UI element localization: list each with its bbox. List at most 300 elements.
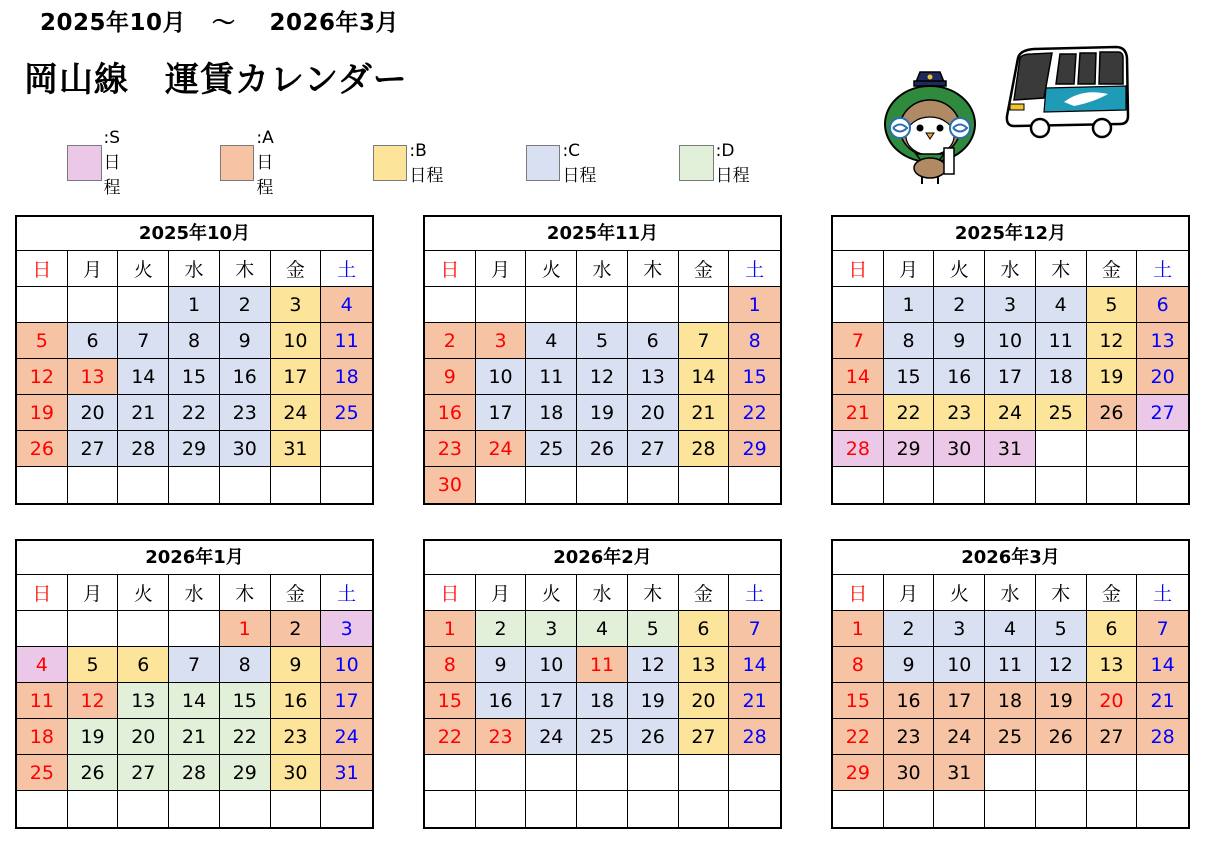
calendar-empty-cell: [271, 791, 322, 827]
calendar-empty-cell: [729, 755, 780, 791]
weekday-header: 木: [1036, 575, 1087, 611]
calendar-day: 22: [884, 395, 935, 431]
weekday-header: 月: [476, 575, 527, 611]
calendar-day: 30: [934, 431, 985, 467]
calendar-empty-cell: [628, 467, 679, 503]
calendar-day: 18: [577, 683, 628, 719]
calendar-empty-cell: [526, 791, 577, 827]
calendar-empty-cell: [985, 755, 1036, 791]
calendar-day: 10: [476, 359, 527, 395]
calendar-empty-cell: [1137, 467, 1188, 503]
weekday-header: 水: [985, 575, 1036, 611]
calendar-day: 24: [476, 431, 527, 467]
calendar-day: 1: [884, 287, 935, 323]
calendar-empty-cell: [17, 791, 68, 827]
calendar-empty-cell: [679, 791, 730, 827]
calendar-empty-cell: [526, 287, 577, 323]
calendar-day: 28: [118, 431, 169, 467]
calendar-day: 21: [729, 683, 780, 719]
calendar-day: 17: [985, 359, 1036, 395]
period-separator: ～: [212, 10, 236, 36]
calendar-day: 2: [271, 611, 322, 647]
calendar-day: 14: [729, 647, 780, 683]
calendar-empty-cell: [476, 467, 527, 503]
weekday-header: 金: [271, 251, 322, 287]
calendar-day: 22: [729, 395, 780, 431]
calendar-day: 5: [17, 323, 68, 359]
calendar-day: 11: [526, 359, 577, 395]
weekday-header: 水: [577, 251, 628, 287]
calendar-empty-cell: [1036, 467, 1087, 503]
calendar-day: 16: [934, 359, 985, 395]
calendar-day: 18: [321, 359, 372, 395]
legend-item-s: [67, 128, 137, 198]
legend-item-d: [679, 140, 751, 186]
calendar-day: 4: [1036, 287, 1087, 323]
calendar-2025-12: [831, 215, 1190, 505]
calendar-day: 15: [425, 683, 476, 719]
calendar-empty-cell: [729, 791, 780, 827]
period-start: 2025年10月: [40, 10, 187, 36]
calendar-day: 15: [729, 359, 780, 395]
calendar-empty-cell: [68, 791, 119, 827]
weekday-header: 月: [884, 575, 935, 611]
weekday-header: 日: [425, 575, 476, 611]
calendar-day: 27: [1087, 719, 1138, 755]
calendar-grid: [425, 575, 780, 827]
calendar-grid: [17, 251, 372, 503]
calendar-empty-cell: [577, 287, 628, 323]
calendar-day: 13: [1137, 323, 1188, 359]
calendar-empty-cell: [17, 611, 68, 647]
calendar-day: 31: [271, 431, 322, 467]
calendar-day: 7: [1137, 611, 1188, 647]
calendar-empty-cell: [1036, 755, 1087, 791]
calendar-day: 23: [476, 719, 527, 755]
calendar-day: 27: [118, 755, 169, 791]
weekday-header: 土: [729, 251, 780, 287]
weekday-header: 月: [68, 575, 119, 611]
legend-swatch-c: [526, 145, 560, 181]
calendar-2025-11: [423, 215, 782, 505]
weekday-header: 日: [17, 251, 68, 287]
weekday-header: 木: [220, 575, 271, 611]
legend-label-c: :C日程: [562, 140, 597, 186]
calendar-day: 17: [934, 683, 985, 719]
calendar-day: 14: [118, 359, 169, 395]
calendar-empty-cell: [169, 611, 220, 647]
calendar-empty-cell: [68, 467, 119, 503]
calendar-empty-cell: [321, 467, 372, 503]
calendar-day: 3: [934, 611, 985, 647]
calendar-day: 15: [169, 359, 220, 395]
calendar-day: 25: [985, 719, 1036, 755]
calendar-month-title: 2025年12月: [833, 217, 1188, 251]
weekday-header: 火: [526, 251, 577, 287]
calendar-day: 29: [169, 431, 220, 467]
calendar-day: 23: [271, 719, 322, 755]
calendar-empty-cell: [628, 791, 679, 827]
weekday-header: 土: [321, 575, 372, 611]
legend-swatch-d: [679, 145, 714, 181]
calendar-day: 15: [884, 359, 935, 395]
calendar-day: 20: [118, 719, 169, 755]
weekday-header: 水: [169, 251, 220, 287]
calendar-day: 23: [934, 395, 985, 431]
calendar-day: 22: [220, 719, 271, 755]
calendar-day: 29: [729, 431, 780, 467]
calendar-empty-cell: [577, 755, 628, 791]
calendar-empty-cell: [1036, 431, 1087, 467]
calendar-day: 27: [68, 431, 119, 467]
calendar-2026-02: [423, 539, 782, 829]
route-name: 岡山線: [24, 60, 129, 100]
calendar-day: 30: [271, 755, 322, 791]
calendar-day: 4: [526, 323, 577, 359]
calendar-empty-cell: [1036, 791, 1087, 827]
legend-label-a: :A日程: [256, 128, 274, 198]
calendar-day: 30: [425, 467, 476, 503]
calendar-day: 9: [425, 359, 476, 395]
period-end: 2026年3月: [269, 10, 400, 36]
calendar-empty-cell: [476, 755, 527, 791]
calendar-day: 8: [729, 323, 780, 359]
calendar-day: 6: [1137, 287, 1188, 323]
calendar-day: 11: [1036, 323, 1087, 359]
calendar-day: 5: [628, 611, 679, 647]
calendar-day: 17: [321, 683, 372, 719]
calendar-day: 9: [476, 647, 527, 683]
calendar-day: 4: [17, 647, 68, 683]
calendar-day: 10: [985, 323, 1036, 359]
calendar-day: 12: [68, 683, 119, 719]
calendar-day: 4: [321, 287, 372, 323]
calendar-empty-cell: [68, 611, 119, 647]
calendar-day: 5: [1087, 287, 1138, 323]
weekday-header: 金: [271, 575, 322, 611]
calendar-day: 21: [118, 395, 169, 431]
calendar-empty-cell: [628, 755, 679, 791]
calendar-empty-cell: [833, 467, 884, 503]
calendar-day: 17: [526, 683, 577, 719]
calendar-day: 22: [833, 719, 884, 755]
calendar-day: 14: [1137, 647, 1188, 683]
calendar-day: 5: [1036, 611, 1087, 647]
calendar-month-title: 2026年2月: [425, 541, 780, 575]
calendar-day: 1: [220, 611, 271, 647]
calendar-day: 25: [1036, 395, 1087, 431]
weekday-header: 土: [1137, 251, 1188, 287]
weekday-header: 火: [118, 251, 169, 287]
weekday-header: 金: [679, 251, 730, 287]
calendar-day: 5: [68, 647, 119, 683]
weekday-header: 木: [1036, 251, 1087, 287]
calendar-day: 8: [884, 323, 935, 359]
calendar-day: 23: [425, 431, 476, 467]
calendar-empty-cell: [833, 287, 884, 323]
calendar-day: 26: [577, 431, 628, 467]
weekday-header: 木: [628, 251, 679, 287]
calendar-day: 25: [17, 755, 68, 791]
calendar-day: 7: [833, 323, 884, 359]
calendar-day: 18: [526, 395, 577, 431]
calendar-2026-01: [15, 539, 374, 829]
calendar-day: 23: [884, 719, 935, 755]
calendar-empty-cell: [321, 431, 372, 467]
calendar-empty-cell: [169, 467, 220, 503]
calendar-day: 2: [884, 611, 935, 647]
calendar-day: 29: [220, 755, 271, 791]
calendar-day: 8: [425, 647, 476, 683]
calendar-day: 21: [169, 719, 220, 755]
calendar-empty-cell: [118, 287, 169, 323]
calendar-empty-cell: [1137, 791, 1188, 827]
calendar-day: 1: [169, 287, 220, 323]
bus-illustration: [1004, 44, 1132, 140]
calendar-day: 25: [321, 395, 372, 431]
weekday-header: 日: [425, 251, 476, 287]
calendar-empty-cell: [884, 791, 935, 827]
calendar-empty-cell: [833, 791, 884, 827]
calendar-empty-cell: [169, 791, 220, 827]
calendar-empty-cell: [220, 791, 271, 827]
weekday-header: 金: [679, 575, 730, 611]
calendar-day: 2: [476, 611, 527, 647]
calendar-day: 10: [271, 323, 322, 359]
calendar-day: 13: [628, 359, 679, 395]
calendar-day: 30: [220, 431, 271, 467]
calendar-day: 31: [934, 755, 985, 791]
calendar-day: 19: [68, 719, 119, 755]
calendar-empty-cell: [526, 467, 577, 503]
calendar-day: 16: [220, 359, 271, 395]
calendar-day: 26: [17, 431, 68, 467]
calendar-day: 3: [985, 287, 1036, 323]
calendar-day: 12: [17, 359, 68, 395]
calendar-day: 19: [17, 395, 68, 431]
calendar-day: 27: [679, 719, 730, 755]
calendar-day: 28: [833, 431, 884, 467]
weekday-header: 日: [833, 575, 884, 611]
calendar-day: 6: [628, 323, 679, 359]
calendar-day: 20: [628, 395, 679, 431]
calendar-day: 9: [934, 323, 985, 359]
weekday-header: 水: [169, 575, 220, 611]
calendar-day: 28: [169, 755, 220, 791]
calendar-day: 20: [1137, 359, 1188, 395]
weekday-header: 火: [934, 575, 985, 611]
calendar-day: 9: [271, 647, 322, 683]
calendar-day: 13: [118, 683, 169, 719]
calendar-day: 29: [884, 431, 935, 467]
calendar-empty-cell: [1087, 431, 1138, 467]
calendar-day: 24: [271, 395, 322, 431]
calendar-day: 28: [729, 719, 780, 755]
calendar-day: 13: [1087, 647, 1138, 683]
calendar-empty-cell: [729, 467, 780, 503]
calendar-empty-cell: [1137, 755, 1188, 791]
calendar-day: 21: [1137, 683, 1188, 719]
weekday-header: 土: [321, 251, 372, 287]
calendar-day: 1: [425, 611, 476, 647]
weekday-header: 土: [729, 575, 780, 611]
calendar-day: 13: [68, 359, 119, 395]
weekday-header: 水: [577, 575, 628, 611]
calendar-day: 5: [577, 323, 628, 359]
calendar-empty-cell: [220, 467, 271, 503]
calendar-day: 24: [526, 719, 577, 755]
weekday-header: 水: [985, 251, 1036, 287]
calendar-day: 10: [934, 647, 985, 683]
legend-swatch-s: [67, 145, 102, 181]
calendar-empty-cell: [884, 467, 935, 503]
calendar-day: 16: [476, 683, 527, 719]
calendar-day: 11: [17, 683, 68, 719]
calendar-empty-cell: [17, 467, 68, 503]
calendar-day: 7: [679, 323, 730, 359]
calendar-day: 20: [68, 395, 119, 431]
calendar-day: 18: [1036, 359, 1087, 395]
calendar-day: 4: [985, 611, 1036, 647]
calendar-day: 20: [679, 683, 730, 719]
calendar-empty-cell: [1087, 791, 1138, 827]
calendar-day: 7: [169, 647, 220, 683]
calendar-day: 6: [68, 323, 119, 359]
calendar-day: 3: [476, 323, 527, 359]
calendar-day: 21: [679, 395, 730, 431]
calendar-day: 7: [118, 323, 169, 359]
calendar-day: 24: [985, 395, 1036, 431]
calendar-day: 18: [985, 683, 1036, 719]
legend-swatch-b: [373, 145, 407, 181]
calendar-day: 12: [577, 359, 628, 395]
calendar-day: 7: [729, 611, 780, 647]
legend-label-d: :D日程: [715, 140, 750, 186]
calendar-empty-cell: [68, 287, 119, 323]
legend-item-c: [526, 140, 597, 186]
calendar-day: 6: [1087, 611, 1138, 647]
calendar-title: 運賃カレンダー: [165, 60, 408, 100]
calendar-day: 3: [321, 611, 372, 647]
calendar-day: 26: [628, 719, 679, 755]
weekday-header: 日: [833, 251, 884, 287]
calendar-day: 16: [425, 395, 476, 431]
calendar-day: 9: [220, 323, 271, 359]
weekday-header: 火: [934, 251, 985, 287]
calendar-day: 23: [220, 395, 271, 431]
calendar-day: 24: [934, 719, 985, 755]
calendar-2026-03: [831, 539, 1190, 829]
calendar-day: 10: [321, 647, 372, 683]
page-title: [24, 52, 408, 101]
calendar-empty-cell: [679, 755, 730, 791]
calendar-empty-cell: [17, 287, 68, 323]
calendar-day: 6: [679, 611, 730, 647]
weekday-header: 土: [1137, 575, 1188, 611]
calendar-day: 8: [220, 647, 271, 683]
calendar-day: 27: [628, 431, 679, 467]
calendar-day: 12: [1036, 647, 1087, 683]
calendar-day: 8: [169, 323, 220, 359]
calendar-day: 26: [68, 755, 119, 791]
calendar-grid: [425, 251, 780, 503]
mascot-illustration: [880, 68, 980, 186]
calendar-empty-cell: [1087, 755, 1138, 791]
calendar-empty-cell: [321, 791, 372, 827]
calendar-day: 16: [884, 683, 935, 719]
calendar-day: 8: [833, 647, 884, 683]
calendar-day: 22: [169, 395, 220, 431]
calendar-grid: [833, 575, 1188, 827]
calendar-day: 29: [833, 755, 884, 791]
period-range: [40, 4, 399, 37]
calendar-day: 2: [934, 287, 985, 323]
weekday-header: 金: [1087, 575, 1138, 611]
calendar-grid: [17, 575, 372, 827]
calendar-day: 1: [833, 611, 884, 647]
calendar-day: 3: [526, 611, 577, 647]
calendar-day: 17: [271, 359, 322, 395]
calendar-day: 21: [833, 395, 884, 431]
calendar-day: 19: [1036, 683, 1087, 719]
calendar-empty-cell: [577, 791, 628, 827]
weekday-header: 木: [628, 575, 679, 611]
calendar-month-title: 2025年10月: [17, 217, 372, 251]
calendar-day: 25: [526, 431, 577, 467]
calendar-empty-cell: [934, 791, 985, 827]
calendar-empty-cell: [679, 287, 730, 323]
calendar-day: 2: [425, 323, 476, 359]
calendar-empty-cell: [425, 287, 476, 323]
calendar-day: 4: [577, 611, 628, 647]
calendar-grid: [833, 251, 1188, 503]
calendar-day: 30: [884, 755, 935, 791]
calendar-empty-cell: [679, 467, 730, 503]
calendar-day: 14: [833, 359, 884, 395]
calendar-empty-cell: [118, 467, 169, 503]
calendar-empty-cell: [476, 287, 527, 323]
calendar-empty-cell: [628, 287, 679, 323]
calendar-day: 3: [271, 287, 322, 323]
weekday-header: 月: [68, 251, 119, 287]
calendar-day: 12: [628, 647, 679, 683]
calendar-day: 14: [679, 359, 730, 395]
calendar-day: 26: [1036, 719, 1087, 755]
calendar-day: 12: [1087, 323, 1138, 359]
calendar-day: 11: [577, 647, 628, 683]
calendar-empty-cell: [425, 755, 476, 791]
calendar-day: 9: [884, 647, 935, 683]
calendar-2025-10: [15, 215, 374, 505]
calendar-month-title: 2026年1月: [17, 541, 372, 575]
calendar-day: 24: [321, 719, 372, 755]
calendar-day: 26: [1087, 395, 1138, 431]
calendar-empty-cell: [934, 467, 985, 503]
legend-item-a: [220, 128, 290, 198]
legend-label-b: :B日程: [409, 140, 444, 186]
calendar-day: 10: [526, 647, 577, 683]
calendar-day: 28: [679, 431, 730, 467]
weekday-header: 火: [526, 575, 577, 611]
calendar-day: 17: [476, 395, 527, 431]
calendar-day: 1: [729, 287, 780, 323]
calendar-empty-cell: [271, 467, 322, 503]
calendar-day: 31: [321, 755, 372, 791]
calendar-empty-cell: [526, 755, 577, 791]
legend-label-s: :S日程: [103, 128, 121, 198]
calendar-empty-cell: [118, 611, 169, 647]
calendar-day: 20: [1087, 683, 1138, 719]
